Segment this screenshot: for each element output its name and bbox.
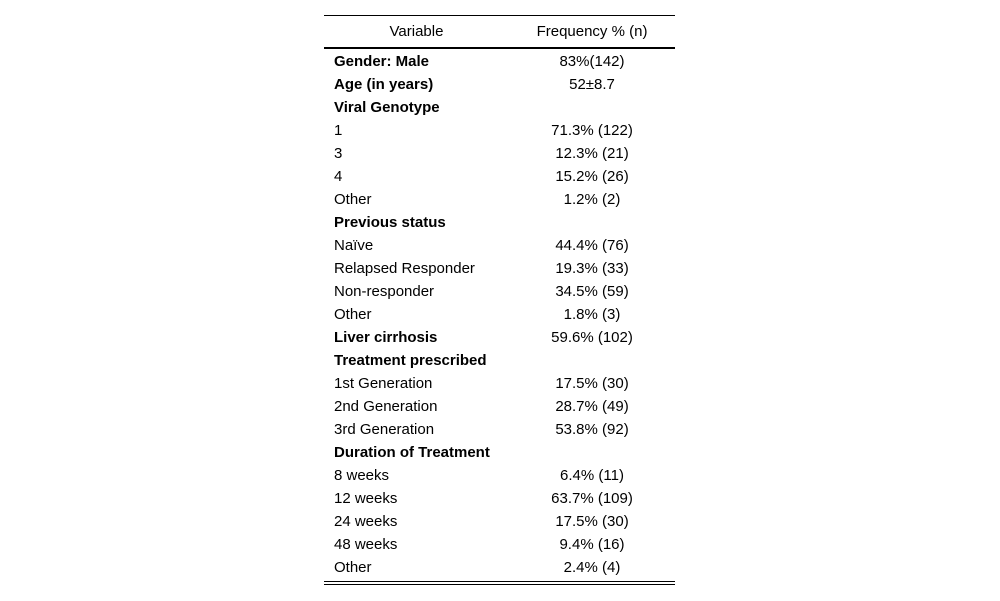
row-variable: Viral Genotype xyxy=(334,99,440,116)
row-variable: 3 xyxy=(334,145,343,162)
row-variable: Non-responder xyxy=(334,283,435,300)
table-row xyxy=(324,418,675,441)
header-variable: Variable xyxy=(324,16,509,49)
table-row xyxy=(324,441,675,464)
table-row xyxy=(324,165,675,188)
row-frequency: 71.3% (122) xyxy=(551,122,633,139)
row-frequency: 12.3% (21) xyxy=(555,145,629,162)
row-frequency: 83%(142) xyxy=(559,53,625,70)
row-variable: Other xyxy=(334,559,372,576)
table-row xyxy=(324,487,675,510)
row-frequency: 52±8.7 xyxy=(569,76,615,93)
row-frequency: 17.5% (30) xyxy=(555,513,629,530)
table-row xyxy=(324,349,675,372)
table-row xyxy=(324,73,675,96)
row-frequency xyxy=(509,96,675,119)
table-row xyxy=(324,211,675,234)
row-variable: 48 weeks xyxy=(334,536,398,553)
row-variable: Age (in years) xyxy=(334,76,434,93)
row-variable: 3rd Generation xyxy=(334,421,435,438)
row-frequency: 53.8% (92) xyxy=(555,421,629,438)
row-variable: 1st Generation xyxy=(334,375,433,392)
table-row xyxy=(324,96,675,119)
row-frequency xyxy=(509,211,675,234)
row-frequency: 44.4% (76) xyxy=(555,237,629,254)
table-row xyxy=(324,510,675,533)
table-row xyxy=(324,326,675,349)
row-variable: Other xyxy=(334,191,372,208)
header-frequency: Frequency % (n) xyxy=(509,16,675,49)
row-frequency: 9.4% (16) xyxy=(559,536,625,553)
table-row xyxy=(324,188,675,211)
table-row xyxy=(324,464,675,487)
row-frequency: 1.2% (2) xyxy=(563,191,621,208)
patient-characteristics-table xyxy=(324,15,675,579)
table-header-row xyxy=(324,16,675,49)
row-frequency: 2.4% (4) xyxy=(563,559,621,576)
table-row xyxy=(324,280,675,303)
row-variable: Other xyxy=(334,306,372,323)
row-variable: 24 weeks xyxy=(334,513,398,530)
row-variable: 2nd Generation xyxy=(334,398,438,415)
bottom-rule-upper xyxy=(324,581,675,582)
row-frequency: 34.5% (59) xyxy=(555,283,629,300)
row-variable: Previous status xyxy=(334,214,446,231)
row-variable: Duration of Treatment xyxy=(334,444,490,461)
row-frequency: 17.5% (30) xyxy=(555,375,629,392)
row-variable: 4 xyxy=(334,168,343,185)
table-row xyxy=(324,556,675,579)
row-frequency: 63.7% (109) xyxy=(551,490,633,507)
row-variable: 1 xyxy=(334,122,343,139)
table-row xyxy=(324,303,675,326)
row-frequency: 19.3% (33) xyxy=(555,260,629,277)
row-variable: Gender: Male xyxy=(334,53,430,70)
row-frequency: 1.8% (3) xyxy=(563,306,621,323)
table-row xyxy=(324,372,675,395)
table-row xyxy=(324,119,675,142)
row-frequency: 6.4% (11) xyxy=(560,467,624,484)
data-table-container xyxy=(324,15,675,579)
row-variable: 12 weeks xyxy=(334,490,398,507)
row-variable: Liver cirrhosis xyxy=(334,329,438,346)
row-variable: 8 weeks xyxy=(334,467,390,484)
row-frequency xyxy=(509,441,675,464)
table-row xyxy=(324,257,675,280)
table-row xyxy=(324,142,675,165)
bottom-rule-lower xyxy=(324,584,675,585)
row-variable: Treatment prescribed xyxy=(334,352,487,369)
row-variable: Naïve xyxy=(334,237,374,254)
row-frequency xyxy=(509,349,675,372)
row-frequency: 59.6% (102) xyxy=(551,329,633,346)
row-frequency: 15.2% (26) xyxy=(555,168,629,185)
table-row xyxy=(324,48,675,73)
table-row xyxy=(324,395,675,418)
table-row xyxy=(324,533,675,556)
row-variable: Relapsed Responder xyxy=(334,260,475,277)
row-frequency: 28.7% (49) xyxy=(555,398,629,415)
table-row xyxy=(324,234,675,257)
table-body xyxy=(324,48,675,579)
